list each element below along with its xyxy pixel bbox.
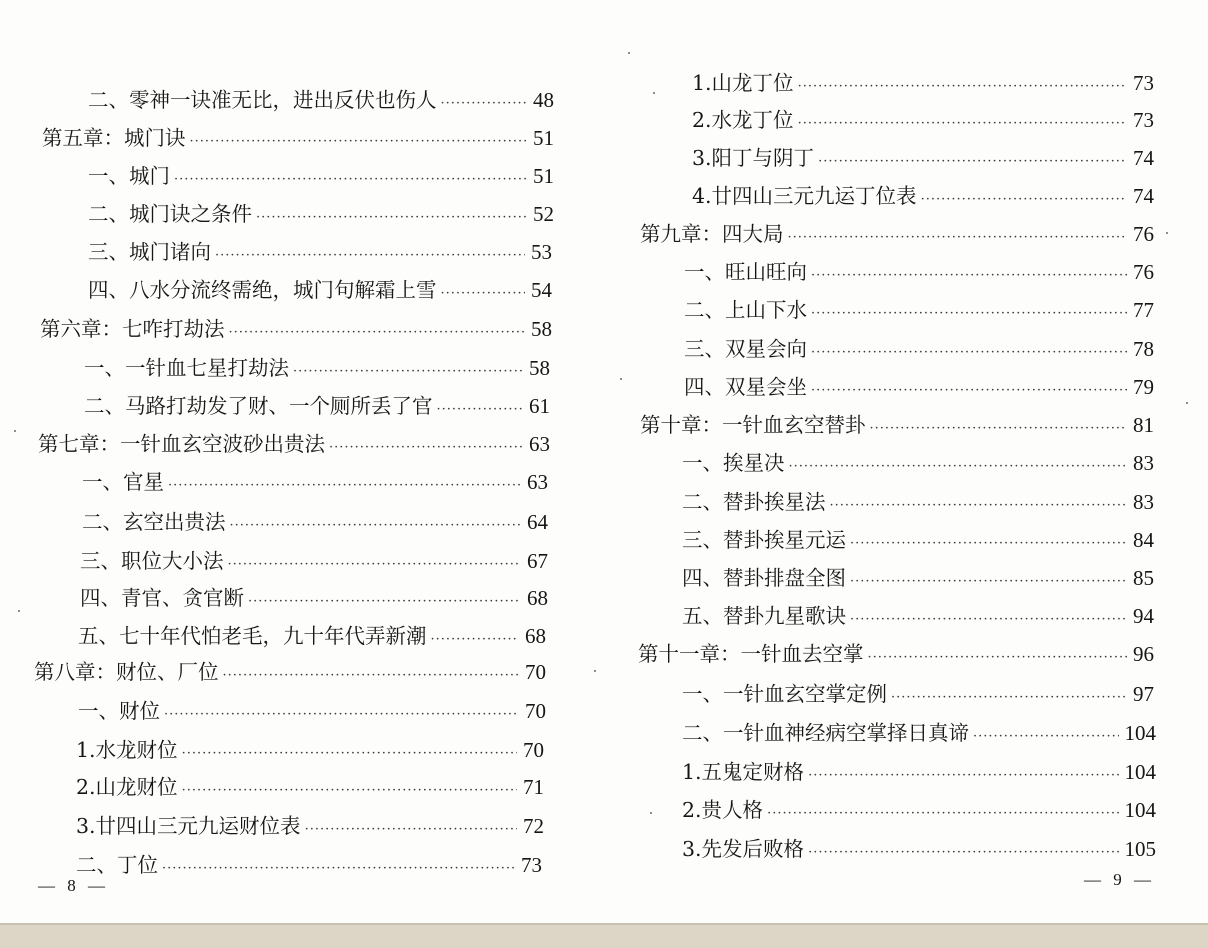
toc-entry-title: 4.廿四山三元九运丁位表 [692, 184, 917, 208]
toc-entry-title: 一、官星 [82, 470, 164, 494]
toc-entry-title: 三、替卦挨星元运 [682, 528, 846, 552]
toc-entry-title: 1.五鬼定财格 [682, 760, 805, 784]
toc-entry [76, 733, 544, 767]
toc-entry-page: 70 [525, 699, 546, 723]
toc-entry-title: 一、一针血七星打劫法 [84, 356, 289, 380]
scan-speck [653, 92, 655, 94]
toc-entry [692, 141, 1154, 175]
toc-entry-page: 84 [1133, 528, 1154, 552]
toc-entry [684, 255, 1154, 289]
toc-entry-page: 48 [533, 88, 554, 112]
toc-entry [684, 293, 1154, 327]
paper-edge [0, 923, 1208, 948]
dot-leader [431, 623, 520, 657]
toc-entry-page: 53 [531, 240, 552, 264]
dot-leader [441, 87, 528, 121]
toc-entry-page: 76 [1133, 222, 1154, 246]
toc-entry-title: 四、替卦排盘全图 [682, 566, 846, 590]
toc-entry-title: 第十章：一针血玄空替卦 [640, 413, 866, 437]
toc-entry-page: 54 [531, 278, 552, 302]
toc-chapter [42, 121, 554, 155]
toc-entry-page: 81 [1133, 413, 1154, 437]
toc-entry-page: 71 [523, 775, 544, 799]
toc-entry-page: 67 [527, 549, 548, 573]
toc-entry-title: 三、城门诸向 [88, 240, 211, 264]
toc-entry-title: 一、财位 [78, 699, 160, 723]
toc-entry-page: 83 [1133, 451, 1154, 475]
dot-leader [891, 681, 1127, 715]
toc-entry-page: 94 [1133, 604, 1154, 628]
dot-leader [168, 469, 521, 503]
toc-entry-page: 74 [1133, 146, 1154, 170]
toc-entry [684, 370, 1154, 404]
toc-entry [682, 793, 1156, 827]
toc-entry-title: 第八章：财位、厂位 [34, 660, 219, 684]
toc-entry [84, 389, 550, 423]
dot-leader [441, 277, 526, 311]
scan-speck [14, 430, 16, 432]
toc-entry-page: 72 [523, 814, 544, 838]
toc-entry [682, 755, 1156, 789]
dot-leader [850, 527, 1127, 561]
toc-entry-title: 四、青官、贪官断 [80, 586, 244, 610]
toc-entry [692, 103, 1154, 137]
dot-leader [850, 565, 1127, 599]
toc-entry [78, 694, 546, 728]
dot-leader [256, 201, 527, 235]
toc-entry-title: 3.廿四山三元九运财位表 [76, 814, 301, 838]
toc-entry-page: 68 [525, 624, 546, 648]
toc-entry [78, 619, 546, 653]
dot-leader [868, 641, 1128, 675]
toc-entry [80, 581, 548, 615]
toc-entry-title: 第七章：一针血玄空波砂出贵法 [38, 432, 325, 456]
toc-entry [682, 716, 1156, 750]
toc-entry-page: 104 [1124, 721, 1156, 745]
toc-entry-title: 二、替卦挨星法 [682, 490, 826, 514]
toc-entry [84, 351, 550, 385]
toc-entry [76, 809, 544, 843]
dot-leader [162, 852, 515, 886]
toc-entry [682, 599, 1154, 633]
toc-entry [682, 832, 1156, 866]
dot-leader [850, 603, 1127, 637]
page-number: — 9 — [1084, 870, 1155, 889]
toc-entry-title: 四、双星会坐 [684, 375, 807, 399]
dot-leader [811, 297, 1127, 331]
toc-entry [82, 465, 548, 499]
toc-entry-page: 58 [531, 317, 552, 341]
scan-speck [628, 52, 630, 54]
toc-entry-page: 52 [533, 202, 554, 226]
dot-leader [223, 659, 520, 693]
dot-leader [215, 239, 525, 273]
toc-entry-title: 1.山龙丁位 [692, 71, 794, 95]
toc-entry [682, 485, 1154, 519]
toc-entry-page: 73 [1133, 71, 1154, 95]
dot-leader [921, 183, 1127, 217]
dot-leader [830, 489, 1128, 523]
toc-entry-page: 83 [1133, 490, 1154, 514]
toc-entry-page: 51 [533, 164, 554, 188]
toc-entry-title: 2.水龙丁位 [692, 108, 794, 132]
toc-entry-title: 三、职位大小法 [80, 549, 224, 573]
toc-entry-page: 61 [529, 394, 550, 418]
toc-entry-title: 一、一针血玄空掌定例 [682, 682, 887, 706]
toc-entry-page: 105 [1124, 837, 1156, 861]
scan-speck [18, 610, 20, 612]
toc-entry-page: 104 [1124, 760, 1156, 784]
dot-leader [230, 509, 522, 543]
toc-entry [684, 332, 1154, 366]
dot-leader [182, 737, 517, 771]
dot-leader [174, 163, 527, 197]
toc-entry-page: 76 [1133, 260, 1154, 284]
dot-leader [811, 374, 1127, 408]
dot-leader [305, 813, 517, 847]
toc-entry-title: 2.贵人格 [682, 798, 764, 822]
dot-leader [973, 720, 1119, 754]
toc-entry-title: 第六章：七咋打劫法 [40, 317, 225, 341]
toc-entry-title: 二、城门诀之条件 [88, 202, 252, 226]
page-number: — 8 — [38, 876, 109, 895]
dot-leader [811, 259, 1127, 293]
toc-entry-page: 96 [1133, 642, 1154, 666]
toc-entry-title: 二、丁位 [76, 853, 158, 877]
dot-leader [808, 836, 1118, 870]
toc-entry-page: 63 [529, 432, 550, 456]
toc-entry [692, 66, 1154, 100]
toc-entry-title: 一、挨星决 [682, 451, 785, 475]
toc-chapter [40, 312, 552, 346]
toc-entry-page: 51 [533, 126, 554, 150]
toc-entry-page: 104 [1124, 798, 1156, 822]
dot-leader [870, 412, 1128, 446]
toc-entry [682, 561, 1154, 595]
toc-entry-title: 五、替卦九星歌诀 [682, 604, 846, 628]
toc-entry-page: 97 [1133, 682, 1154, 706]
toc-entry [88, 235, 552, 269]
toc-entry-title: 3.阳丁与阴丁 [692, 146, 815, 170]
dot-leader [182, 774, 517, 808]
scan-speck [620, 378, 622, 380]
toc-entry-page: 78 [1133, 337, 1154, 361]
dot-leader [228, 548, 522, 582]
dot-leader [329, 431, 523, 465]
toc-entry-page: 58 [529, 356, 550, 380]
toc-entry-title: 二、零神一诀准无比，进出反伏也伤人 [88, 88, 437, 112]
toc-entry-title: 二、马路打劫发了财、一个厕所丢了官 [84, 394, 433, 418]
dot-leader [798, 107, 1127, 141]
dot-leader [437, 393, 524, 427]
toc-entry-page: 70 [525, 660, 546, 684]
right-page [600, 0, 1208, 925]
dot-leader [293, 355, 523, 389]
dot-leader [789, 450, 1128, 484]
scan-speck [1166, 232, 1168, 234]
toc-entry-page: 68 [527, 586, 548, 610]
toc-entry-title: 1.水龙财位 [76, 738, 178, 762]
toc-entry-title: 五、七十年代怕老毛，九十年代弄新潮 [78, 624, 427, 648]
toc-chapter [640, 408, 1154, 442]
toc-entry [80, 544, 548, 578]
dot-leader [811, 336, 1127, 370]
toc-entry-title: 第十一章：一针血去空掌 [638, 642, 864, 666]
toc-entry-title: 一、旺山旺向 [684, 260, 807, 284]
toc-entry-page: 64 [527, 510, 548, 534]
toc-entry-page: 74 [1133, 184, 1154, 208]
toc-entry [88, 197, 554, 231]
toc-entry-title: 第九章：四大局 [640, 222, 784, 246]
toc-entry [88, 83, 554, 117]
toc-chapter [640, 217, 1154, 251]
toc-entry-page: 70 [523, 738, 544, 762]
toc-entry [76, 848, 542, 882]
dot-leader [248, 585, 521, 619]
toc-chapter [34, 655, 546, 689]
toc-entry-title: 一、城门 [88, 164, 170, 188]
toc-entry [682, 677, 1154, 711]
toc-entry-page: 79 [1133, 375, 1154, 399]
dot-leader [808, 759, 1118, 793]
toc-entry-title: 2.山龙财位 [76, 775, 178, 799]
toc-entry-title: 二、一针血神经病空掌择日真谛 [682, 721, 969, 745]
toc-chapter [638, 637, 1154, 671]
dot-leader [164, 698, 519, 732]
dot-leader [798, 70, 1127, 104]
toc-entry [82, 505, 548, 539]
toc-entry-page: 63 [527, 470, 548, 494]
toc-entry-title: 第五章：城门诀 [42, 126, 186, 150]
toc-entry-title: 二、上山下水 [684, 298, 807, 322]
toc-chapter [38, 427, 550, 461]
toc-entry [88, 159, 554, 193]
toc-entry-page: 77 [1133, 298, 1154, 322]
left-page [0, 0, 600, 925]
scan-speck [594, 670, 596, 672]
dot-leader [767, 797, 1118, 831]
dot-leader [818, 145, 1127, 179]
toc-entry [88, 273, 552, 307]
toc-entry-title: 四、八水分流终需绝，城门句解霜上雪 [88, 278, 437, 302]
toc-entry-page: 73 [521, 853, 542, 877]
toc-entry [682, 446, 1154, 480]
toc-entry-page: 85 [1133, 566, 1154, 590]
dot-leader [190, 125, 528, 159]
toc-entry [76, 770, 544, 804]
toc-entry-page: 73 [1133, 108, 1154, 132]
dot-leader [229, 316, 526, 350]
toc-entry-title: 三、双星会向 [684, 337, 807, 361]
toc-entry-title: 3.先发后败格 [682, 837, 805, 861]
toc-entry [682, 523, 1154, 557]
scan-speck [650, 812, 652, 814]
toc-entry-title: 二、玄空出贵法 [82, 510, 226, 534]
toc-entry [692, 179, 1154, 213]
scan-speck [1186, 402, 1188, 404]
dot-leader [788, 221, 1128, 255]
